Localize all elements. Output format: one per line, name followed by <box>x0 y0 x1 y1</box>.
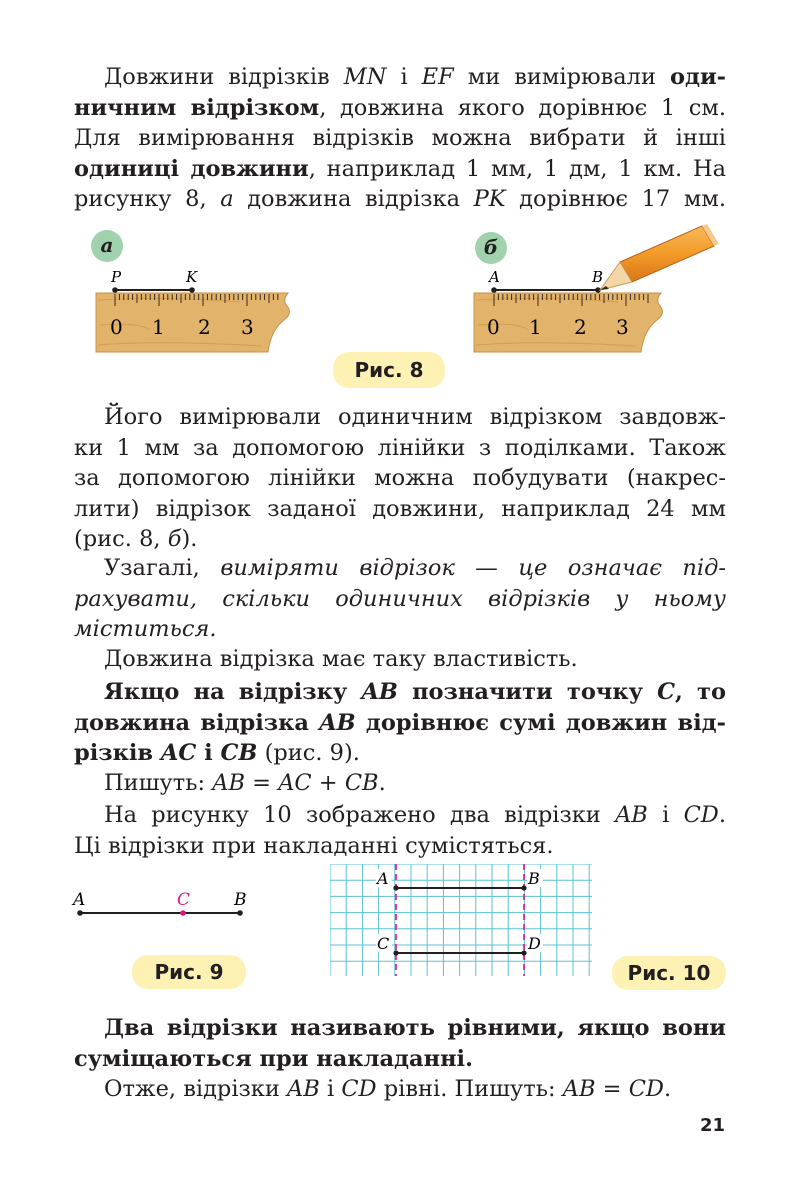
figure-8-caption: Рис. 8 <box>333 352 445 388</box>
ruler-b-tick-1: 1 <box>529 315 542 339</box>
figure-10-caption: Рис. 10 <box>612 956 726 990</box>
formula-ab-ac-cb: Пишуть: AB = AC + CB. <box>104 770 386 796</box>
figure-label-a: а <box>91 230 123 262</box>
paragraph-7: На рисунку 10 зображено два відрізки AB і CD. Ці відрізки при накладанні сумістяться. <box>74 802 726 859</box>
pencil-icon <box>600 224 719 290</box>
point-a-fig9: A <box>73 890 86 910</box>
point-c-fig10: C <box>377 934 390 953</box>
figure-9-segment <box>70 885 270 935</box>
page-number: 21 <box>700 1115 726 1136</box>
paragraph-4: Довжина відрізка має таку властивість. <box>104 646 578 672</box>
point-c-fig9: C <box>177 890 191 910</box>
paragraph-1: Довжини відрізків MN і EF ми вимірювали оди- ничним відрізком, довжина якого дорівнює 1 см. Для вимірювання відрізків можна вибрати й інші одиниці довжини, наприклад 1 мм, 1 дм, 1 км. На рисунку 8, а довжина відрізка PK дорівнює 17 мм. <box>74 64 726 212</box>
point-k: K <box>186 268 198 286</box>
ruler-b <box>474 287 662 352</box>
rule-sum-of-segments: Якщо на відрізку AB позначити точку C, то довжина відрізка AB дорівнює сумі довжин від- різків AC і CB (рис. 9). <box>74 679 726 766</box>
point-b-fig8: B <box>592 268 604 286</box>
point-d-fig10: D <box>528 934 541 953</box>
figure-label-b: б <box>475 232 507 264</box>
conclusion-ab-equals-cd: Отже, відрізки AB і CD рівні. Пишуть: AB = CD. <box>104 1076 672 1102</box>
point-b-fig9: B <box>234 890 247 910</box>
paragraph-2: Його вимірювали одиничним відрізком завдовж- ки 1 мм за допомогою лінійки з поділками. Також за допомогою лінійки можна побудувати (накрес- лити) відрізок заданої довжини, наприклад 24 мм (рис. 8, б). <box>74 404 726 552</box>
point-p: P <box>111 268 122 286</box>
paragraph-3: Узагалі, виміряти відрізок — це означає під- рахувати, скільки одиничних відрізків у ньому міститься. <box>74 555 726 642</box>
ruler-a-tick-0: 0 <box>110 315 123 339</box>
point-a-fig10: A <box>377 869 389 888</box>
ruler-a-tick-2: 2 <box>198 315 211 339</box>
ruler-b-tick-2: 2 <box>574 315 587 339</box>
point-a-fig8: A <box>489 268 500 286</box>
ruler-a <box>96 287 289 352</box>
definition-equal-segments: Два відрізки називають рівними, якщо вони суміщаються при накладанні. <box>74 1015 726 1072</box>
ruler-a-tick-3: 3 <box>241 315 254 339</box>
ruler-b-tick-3: 3 <box>616 315 629 339</box>
figure-8-rulers <box>0 0 793 360</box>
figure-9-caption: Рис. 9 <box>132 955 246 989</box>
ruler-b-tick-0: 0 <box>487 315 500 339</box>
point-b-fig10: B <box>528 869 540 888</box>
ruler-a-tick-1: 1 <box>152 315 165 339</box>
figure-10-grid <box>330 864 592 976</box>
